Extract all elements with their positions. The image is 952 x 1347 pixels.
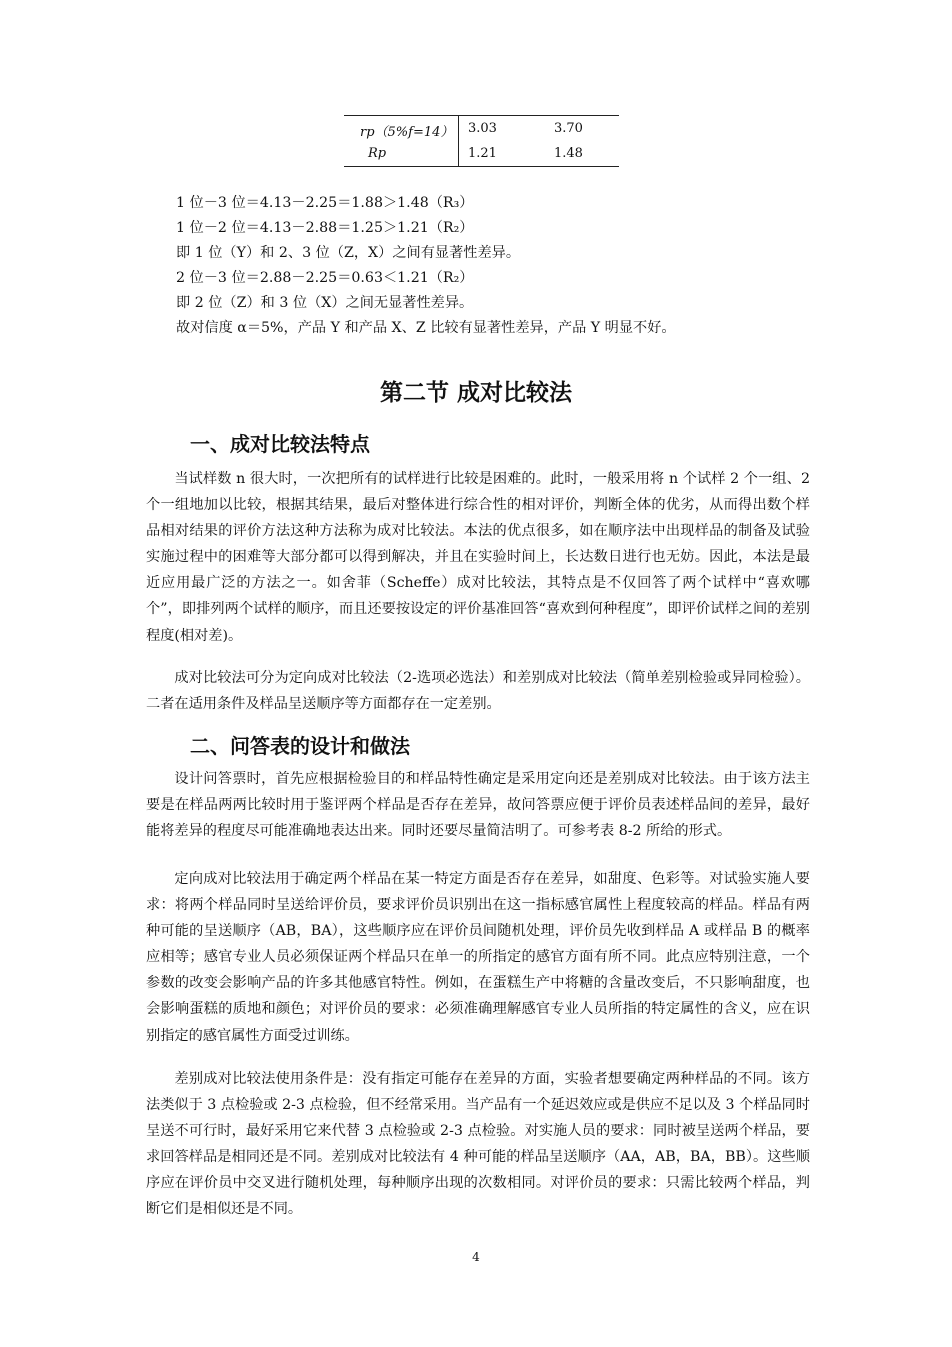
table-row-label: rp（5%f=14） [360, 125, 454, 140]
table-cell: 1.21 [468, 146, 497, 161]
calc-line: 1 位－3 位＝4.13－2.25＝1.88＞1.48（R₃） [176, 195, 474, 211]
paragraph: 设计问答票时，首先应根据检验目的和样品特性确定是采用定向还是差别成对比较法。由于该方法主要是在样品两两比较时用于鉴评两个样品是否存在差异，故问答票应便于评价员表述样品间的差异，最好能将差异的程度尽可能准确地表达出来。同时还要尽量简洁明了。可参考表 8-2 所给的形式。 [146, 771, 810, 840]
calc-line: 即 2 位（Z）和 3 位（X）之间无显著性差异。 [176, 295, 474, 311]
table-cell: 3.70 [554, 121, 583, 136]
table-row [344, 117, 619, 141]
page-number: 4 [472, 1250, 480, 1264]
calc-line: 即 1 位（Y）和 2、3 位（Z，X）之间有显著性差异。 [176, 245, 521, 261]
conclusion-line: 故对信度 α＝5%，产品 Y 和产品 X、Z 比较有显著性差异，产品 Y 明显不好。 [176, 320, 676, 336]
table-row-label: Rp [368, 146, 387, 161]
table-cell: 3.03 [468, 121, 497, 136]
calc-line: 1 位－2 位＝4.13－2.88＝1.25＞1.21（R₂） [176, 220, 474, 236]
paragraph: 差别成对比较法使用条件是：没有指定可能存在差异的方面，实验者想要确定两种样品的不同。该方法类似于 3 点检验或 2-3 点检验，但不经常采用。当产品有一个延迟效应或是供应不足以及 3 个样品同时呈送不可行时，最好采用它来代替 3 点检验或 2-3 点检验。对实施人员的要求：同时被呈送两个样品，要求回答样品是相同还是不同。差别成对比较法有 4 种可能的样品呈送顺序（AA，AB，BA，BB）。这些顺序应在评价员中交叉进行随机处理，每种顺序出现的次数相同。对评价员的要求：只需比较两个样品，判断它们是相似还是不同。 [146, 1071, 810, 1218]
calc-line: 2 位－3 位＝2.88－2.25＝0.63＜1.21（R₂） [176, 270, 474, 286]
subsection-title: 二、问答表的设计和做法 [190, 734, 410, 758]
paragraph: 当试样数 n 很大时，一次把所有的试样进行比较是困难的。此时，一般采用将 n 个试样 2 个一组、2 个一组地加以比较，根据其结果，最后对整体进行综合性的相对评价，判断全体的优劣，从而得出数个样品相对结果的评价方法这种方法称为成对比较法。本法的优点很多，如在顺序法中出现样品的制备及试验实施过程中的困难等大部分都可以得到解决，并且在实验时间上，长达数日进行也无妨。因此，本法是最近应用最广泛的方法之一。如舍菲（Scheffe）成对比较法，其特点是不仅回答了两个试样中“喜欢哪个”，即排列两个试样的顺序，而且还要按设定的评价基准回答“喜欢到何种程度”，即评价试样之间的差别程度(相对差)。 [146, 471, 810, 644]
paragraph: 定向成对比较法用于确定两个样品在某一特定方面是否存在差异，如甜度、色彩等。对试验实施人要求：将两个样品同时呈送给评价员，要求评价员识别出在这一指标感官属性上程度较高的样品。样品有两种可能的呈送顺序（AB，BA），这些顺序应在评价员间随机处理，评价员先收到样品 A 或样品 B 的概率应相等；感官专业人员必须保证两个样品只在单一的所指定的感官方面有所不同。此点应特别注意，一个参数的改变会影响产品的许多其他感官特性。例如，在蛋糕生产中将糖的含量改变后，不只影响甜度，也会影响蛋糕的质地和颜色；对评价员的要求：必须准确理解感官专业人员所指的特定属性的含义，应在识别指定的感官属性方面受过训练。 [146, 871, 810, 1044]
table-cell: 1.48 [554, 146, 583, 161]
table-bottom-rule [344, 166, 619, 167]
paragraph: 成对比较法可分为定向成对比较法（2-选项必选法）和差别成对比较法（简单差别检验或异同检验）。二者在适用条件及样品呈送顺序等方面都存在一定差别。 [146, 670, 810, 713]
section-title: 第二节 成对比较法 [379, 380, 572, 406]
subsection-title: 一、成对比较法特点 [190, 432, 370, 456]
table-row [344, 142, 619, 166]
table-top-rule [344, 115, 619, 116]
